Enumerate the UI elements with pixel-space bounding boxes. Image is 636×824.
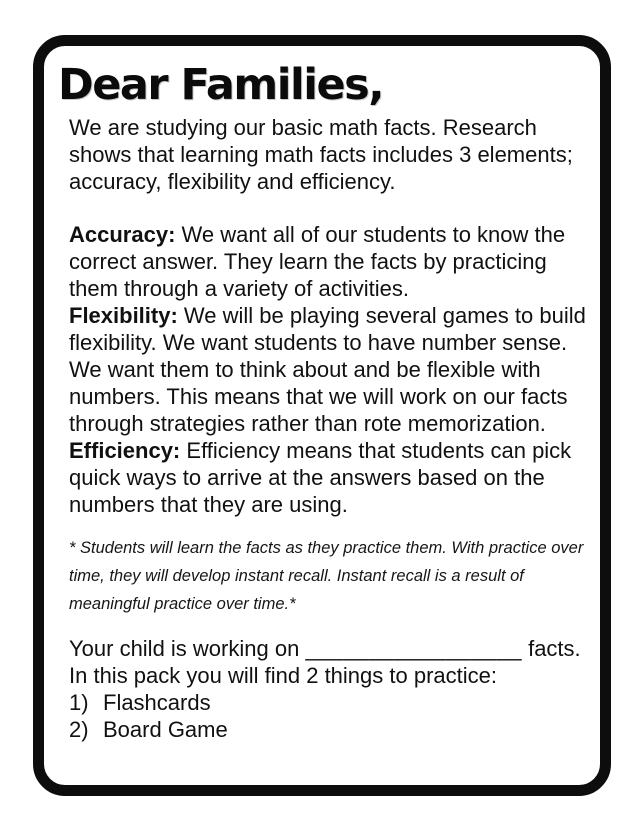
working-on-suffix: facts. xyxy=(528,636,581,661)
practice-item-label: Board Game xyxy=(103,717,228,742)
pack-line: In this pack you will find 2 things to practice: xyxy=(69,663,497,688)
letter-body xyxy=(69,114,591,518)
blank-line: _________________ xyxy=(305,636,522,661)
practice-item-label: Flashcards xyxy=(103,690,211,715)
letter-title: Dear Families, xyxy=(58,60,384,110)
intro-paragraph: We are studying our basic math facts. Research shows that learning math facts includes 3 elements; accuracy, flexibility and efficiency. xyxy=(69,115,573,194)
practice-item-number: 2) xyxy=(69,717,89,742)
flexibility-text: We will be playing several games to build flexibility. We want students to have number sense. We want them to think about and be flexible with numbers. This means that we will work on our facts through strategies rather than rote memorization. xyxy=(69,303,586,436)
element-paragraph-flexibility xyxy=(69,302,591,437)
accuracy-label: Accuracy: xyxy=(69,222,176,247)
practice-item-board-game xyxy=(69,716,594,743)
element-paragraph-efficiency xyxy=(69,437,591,518)
closing-section xyxy=(69,635,594,743)
efficiency-label: Efficiency: xyxy=(69,438,181,463)
footnote: * Students will learn the facts as they practice them. With practice over time, they will develop instant recall. Instant recall is a result of meaningful practice over time.* xyxy=(69,539,584,613)
element-paragraph-accuracy xyxy=(69,221,591,302)
working-on-prefix: Your child is working on xyxy=(69,636,300,661)
flexibility-label: Flexibility: xyxy=(69,303,178,328)
letter-card xyxy=(33,35,611,796)
practice-item-number: 1) xyxy=(69,690,89,715)
fill-in-line xyxy=(69,635,594,662)
accuracy-text: We want all of our students to know the correct answer. They learn the facts by practicing them through a variety of activities. xyxy=(69,222,566,301)
efficiency-text: Efficiency means that students can pick quick ways to arrive at the answers based on the numbers that they are using. xyxy=(69,438,572,517)
practice-item-flashcards xyxy=(69,689,594,716)
practice-list xyxy=(69,689,594,743)
